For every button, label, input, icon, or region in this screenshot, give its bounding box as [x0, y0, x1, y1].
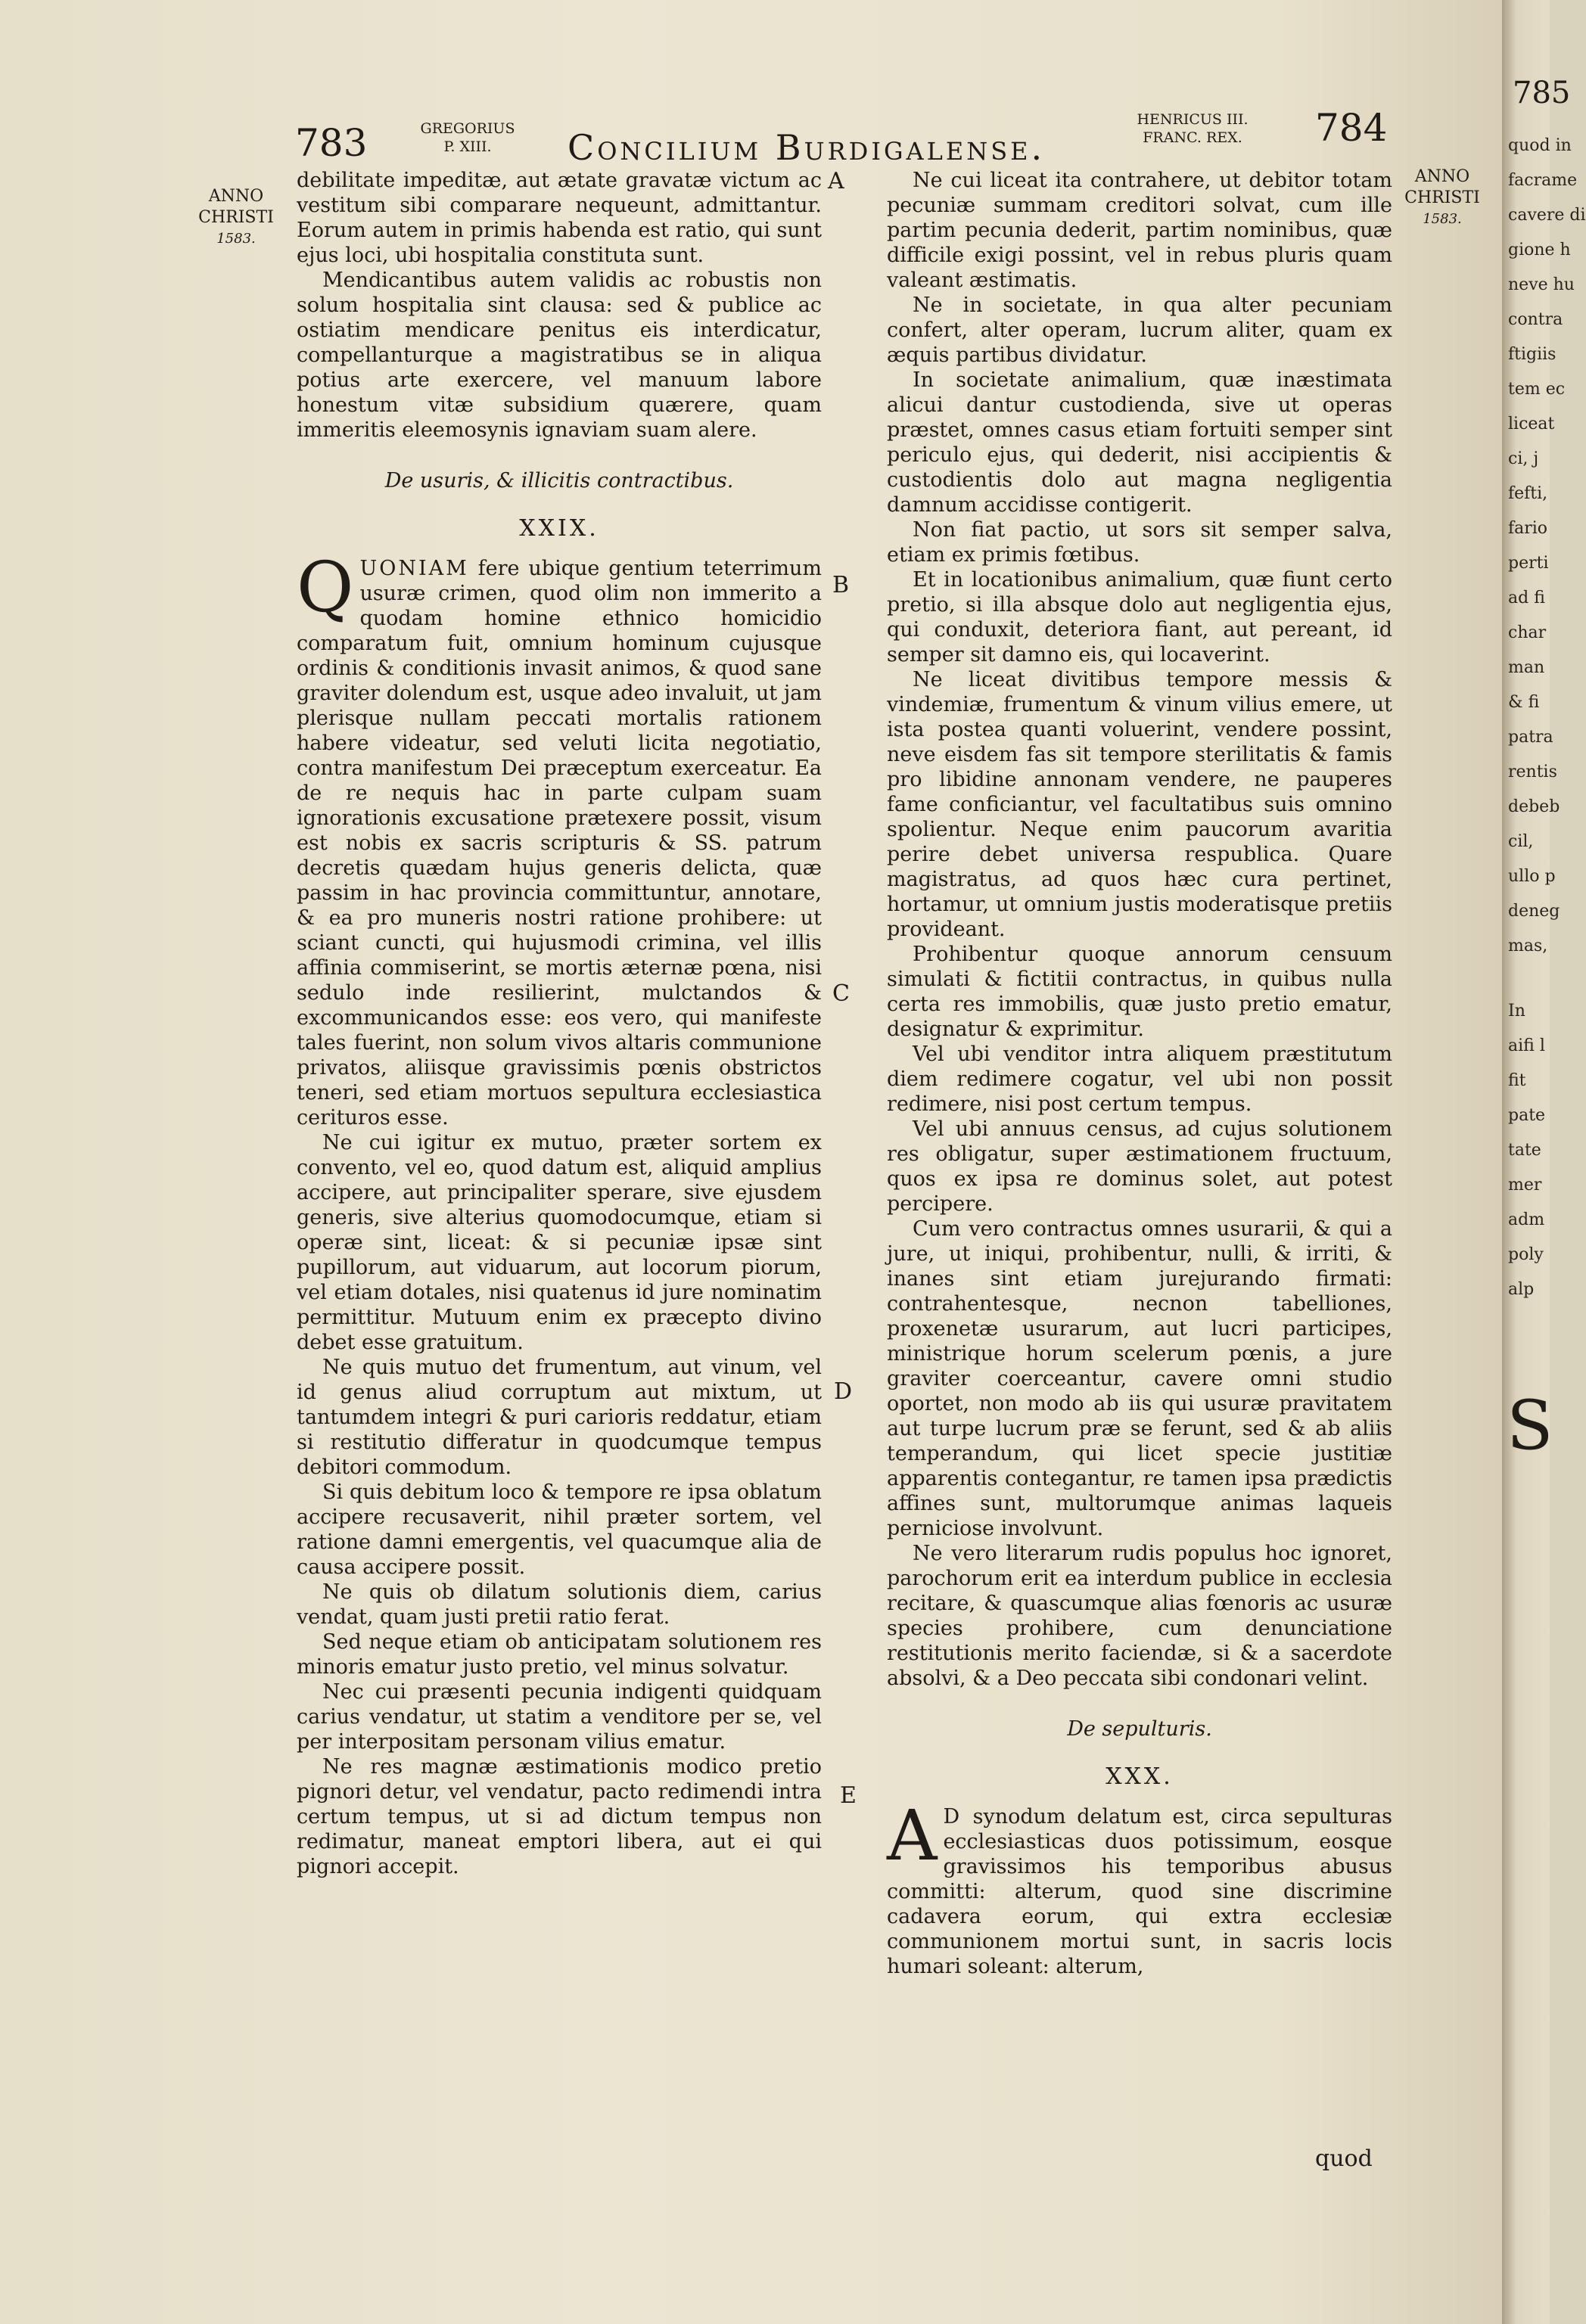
margin-left-anno: ANNO — [208, 187, 264, 206]
next-page-fragment: liceat — [1508, 415, 1555, 433]
section-letter-e: E — [840, 1782, 857, 1809]
paragraph: Prohibentur quoque annorum censuum simulati & fictitii contractus, in quibus nulla certa res immobilis, quæ justo pretio ematur, designatur & exprimitur. — [887, 943, 1392, 1041]
paragraph: Ne quis ob dilatum solutionis diem, carius vendat, quam justi pretii ratio ferat. — [297, 1580, 822, 1629]
paragraph: debilitate impeditæ, aut ætate gravatæ victum ac vestitum sibi comparare nequeunt, admittantur. Eorum autem in primis habenda est ratio, qui sunt ejus loci, ubi hospitalia constituta sunt. — [297, 169, 822, 267]
next-page-fragment: ftigiis — [1508, 345, 1556, 364]
page-number-right: 784 — [1315, 106, 1388, 150]
opening-word: D — [943, 1805, 962, 1828]
section-heading-usury: De usuris, & illicitis contractibus. — [384, 469, 734, 492]
paragraph: Nec cui præsenti pecunia indigenti quidquam carius vendatur, ut statim a venditore per se, vel per interpositam personam vilius ematur. — [297, 1680, 822, 1754]
next-page-fragment: char — [1508, 623, 1547, 642]
page-number-left: 783 — [295, 121, 368, 165]
next-page-fragment: cavere di — [1508, 206, 1586, 225]
next-page-fragment: fario — [1508, 519, 1548, 538]
runner-right-line2: FRANC. REX. — [1143, 129, 1242, 146]
paragraph-text: synodum delatum est, circa sepulturas ecclesiasticas duos potissimum, eosque gravissimos his temporibus abusus committi: alterum, quod sine discrimine cadavera eorum, qui extra ecclesiæ communionem mortui sunt, in sacris locis humari soleant: alterum, — [887, 1805, 1392, 1978]
section-letter-a: A — [828, 168, 844, 194]
paragraph: Ne quis mutuo det frumentum, aut vinum, vel id genus aliud corruptum aut mixtum, ut tantumdem integri & puri carioris reddatur, etiam si restitutio differatur in quodcumque tempus debitori commodum. — [297, 1356, 822, 1479]
next-page-fragment: debeb — [1508, 797, 1560, 816]
next-page-fragment: poly — [1508, 1245, 1544, 1264]
next-page-fragment: contra — [1508, 310, 1563, 329]
next-page-fragment: In — [1508, 1002, 1525, 1021]
next-page-fragment: fit — [1508, 1071, 1526, 1090]
next-page-fragment: alp — [1508, 1280, 1535, 1299]
next-page-fragment: tem ec — [1508, 380, 1566, 399]
next-page-fragment: mer — [1508, 1176, 1542, 1195]
paragraph: Sed neque etiam ob anticipatam solutionem res minoris ematur justo pretio, vel minus solvatur. — [297, 1630, 822, 1679]
next-page-fragment: deneg — [1508, 902, 1560, 921]
next-page-fragment: perti — [1508, 554, 1549, 573]
paragraph: Ne vero literarum rudis populus hoc ignoret, parochorum erit ea interdum publice in ecclesia recitare, & quascumque alias fœnoris ac usuræ species prohibere, cum denunciatione restitutionis merito faciendæ, si & a sacerdote absolvi, & a Deo peccata sibi condonari velint. — [887, 1542, 1392, 1690]
next-page-fragment: quod in — [1508, 136, 1572, 155]
margin-right-anno: ANNO — [1414, 167, 1470, 186]
margin-right-year: 1583. — [1423, 211, 1462, 227]
paragraph: Ne liceat divitibus tempore messis & vindemiæ, frumentum & vinum vilius emere, ut ista postea quanti voluerint, vendere possint, neve eisdem fas sit tempore sterilitatis & famis pro libidine annonam vendere, ne pauperes fame conficiantur, vel facultatibus suis omnino spolientur. Neque enim paucorum avaritia perire debet universa respublica. Quare magistratus, ad quos hæc cura pertinet, hortamur, ut omnium justis moderatisque pretiis provideant. — [887, 668, 1392, 941]
section-letter-d: D — [834, 1378, 853, 1405]
margin-note-right — [1397, 166, 1488, 230]
paragraph-opening — [887, 1795, 1392, 1979]
paragraph-opening — [297, 547, 822, 1130]
paragraph: Ne in societate, in qua alter pecuniam confert, alter operam, lucrum aliter, quam ex æquis partibus dividatur. — [887, 294, 1392, 367]
next-page-fragment: fefti, — [1508, 484, 1548, 503]
paragraph-text: fere ubique gentium teterrimum usuræ crimen, quod olim non immerito a quodam homine ethnico homicidio comparatum fuit, omnium hominum cujusque ordinis & conditionis invasit animos, & quod sane graviter dolendum est, usque adeo invaluit, ut jam plerisque nullam peccati mortalis rationem habere videatur, sed veluti licita negotiatio, contra manifestum Dei præceptum exerceatur. Ea de re nequis hac in parte culpam suam ignorationis excusatione prætexere possit, visum est nobis ex sacris scripturis & SS. patrum decretis quædam hujus generis delicta, quæ passim in hac provincia committuntur, annotare, & ea pro muneris nostri ratione prohibere: ut sciant cuncti, qui hujusmodi crimina, vel illis affinia commiserint, se mortis æternæ pœna, nisi sedulo inde resilierint, mulctandos & excommunicandos esse: eos vero, qui manifeste tales fuerint, non solum vivos altaris communione privatos, aliisque gravissimis pœnis obstrictos teneri, sed etiam mortuos sepultura ecclesiastica cerituros esse. — [297, 557, 822, 1129]
runner-left-line2: P. XIII. — [443, 138, 492, 155]
next-page-fragment: & fi — [1508, 693, 1540, 712]
next-page-big-letter: S — [1507, 1386, 1553, 1465]
next-page-fragment: facrame — [1508, 171, 1578, 190]
section-heading-burials: De sepulturis. — [1067, 1717, 1212, 1741]
next-page-fragment: cil, — [1508, 832, 1534, 851]
paragraph: Vel ubi venditor intra aliquem præstitutum diem redimere cogatur, vel ubi non possit redimere, nisi post certum tempus. — [887, 1042, 1392, 1116]
next-page-fragment: ci, j — [1508, 449, 1539, 468]
left-column — [297, 168, 822, 1879]
next-page-fragment: ad fi — [1508, 589, 1545, 607]
next-page-edge — [1502, 0, 1586, 2324]
paragraph: Mendicantibus autem validis ac robustis non solum hospitalia sint clausa: sed & publice ac ostiatim mendicare penitus eis interdicatur, compellanturque a magistratibus se in aliqua potius arte exercere, vel manuum labore honestum vitæ subsidium quærere, quam immeritis eleemosynis ignaviam suam alere. — [297, 269, 822, 442]
margin-note-left — [191, 186, 281, 250]
chapter-numeral-29: XXIX. — [519, 515, 599, 542]
paragraph: Cum vero contractus omnes usurarii, & qui a jure, ut iniqui, prohibentur, nulli, & irriti, & inanes sint etiam jurejurando firmati: contrahentesque, necnon tabelliones, proxenetæ usurarum, aut lucri participes, ministrique horum scelerum pœnis, a jure graviter coerceantur, cavere omni studio oportet, non modo ab iis qui usuræ pravitatem aut turpe lucrum præ se ferunt, sed & ab aliis temperandum, qui licet specie justitiæ apparentis contegantur, re tamen ipsa prædictis affines sunt, multorumque animas laqueis perniciose involvunt. — [887, 1217, 1392, 1540]
next-page-number: 785 — [1513, 76, 1571, 110]
runner-left-line1: GREGORIUS — [420, 120, 515, 137]
next-page-fragment: neve hu — [1508, 275, 1575, 294]
paragraph: Ne cui igitur ex mutuo, præter sortem ex convento, vel eo, quod datum est, aliquid amplius accipere, aut principaliter sperare, sive ejusdem generis, sive alterius quomodocumque, etiam si operæ sint, liceat: & si pecuniæ ipsæ sint pupillorum, aut viduarum, aut locorum piorum, vel etiam dotales, nisi quatenus id jure nominatim permittitur. Mutuum enim ex præcepto divino debet esse gratuitum. — [297, 1131, 822, 1354]
section-letter-c: C — [832, 980, 850, 1007]
running-head-king — [1124, 110, 1261, 171]
chapter-numeral-30: XXX. — [1106, 1763, 1174, 1790]
paragraph: Non fiat pactio, ut sors sit semper salva, etiam ex primis fœtibus. — [887, 518, 1392, 567]
section-letter-b: B — [832, 572, 850, 598]
catchword: quod — [1315, 2145, 1373, 2172]
opening-word: UONIAM — [359, 557, 469, 580]
next-page-fragment: patra — [1508, 728, 1553, 747]
right-column — [887, 168, 1392, 1979]
next-page-fragment: tate — [1508, 1141, 1541, 1160]
next-page-fragment: man — [1508, 658, 1545, 677]
runner-right-line1: HENRICUS III. — [1137, 111, 1249, 128]
next-page-fragment: aifi l — [1508, 1036, 1545, 1055]
paragraph: Si quis debitum loco & tempore re ipsa oblatum accipere recusaverit, nihil præter sortem, vel ratione damni emergentis, vel quacumque alia de causa accipere possit. — [297, 1480, 822, 1579]
margin-left-year: 1583. — [216, 231, 256, 247]
margin-right-christi: CHRISTI — [1404, 188, 1480, 207]
paragraph: In societate animalium, quæ inæstimata alicui dantur custodienda, sive ut operas præstet, omnes casus etiam fortuiti semper sint periculo ejus, qui dederit, nisi accipientis & custodientis dolo aut magna negligentia damnum accidisse contigerit. — [887, 368, 1392, 517]
paragraph: Et in locationibus animalium, quæ fiunt certo pretio, si illa absque dolo aut negligentia ejus, qui conduxit, deteriora fiant, aut pereant, id semper sit damno eis, qui locaverint. — [887, 568, 1392, 666]
next-page-fragment: ullo p — [1508, 867, 1556, 886]
next-page-fragment: pate — [1508, 1106, 1546, 1125]
drop-cap: Q — [297, 547, 354, 628]
paragraph: Ne res magnæ æstimationis modico pretio pignori detur, vel vendatur, pacto redimendi intra certum tempus, ut si ad dictum tempus non redimatur, maneat emptori libera, aut ei qui pignori accepit. — [297, 1755, 822, 1878]
drop-cap: A — [887, 1795, 938, 1876]
paragraph: Vel ubi annuus census, ad cujus solutionem res obligatur, super æstimationem fructuum, quos ex ipsa re dominus solet, aut potest percipere. — [887, 1117, 1392, 1216]
next-page-fragment: adm — [1508, 1210, 1545, 1229]
next-page-fragment: mas, — [1508, 937, 1548, 955]
page-title: Concilium Burdigalense. — [568, 127, 1046, 168]
paragraph: Ne cui liceat ita contrahere, ut debitor totam pecuniæ summam creditori solvat, cum ille partim pecunia dederit, partim nominibus, quæ difficile exigi possint, vel in rebus pluris quam valeant æstimatis. — [887, 169, 1392, 292]
margin-left-christi: CHRISTI — [198, 208, 274, 227]
next-page-fragment: rentis — [1508, 763, 1557, 781]
next-page-fragment: gione h — [1508, 241, 1571, 259]
